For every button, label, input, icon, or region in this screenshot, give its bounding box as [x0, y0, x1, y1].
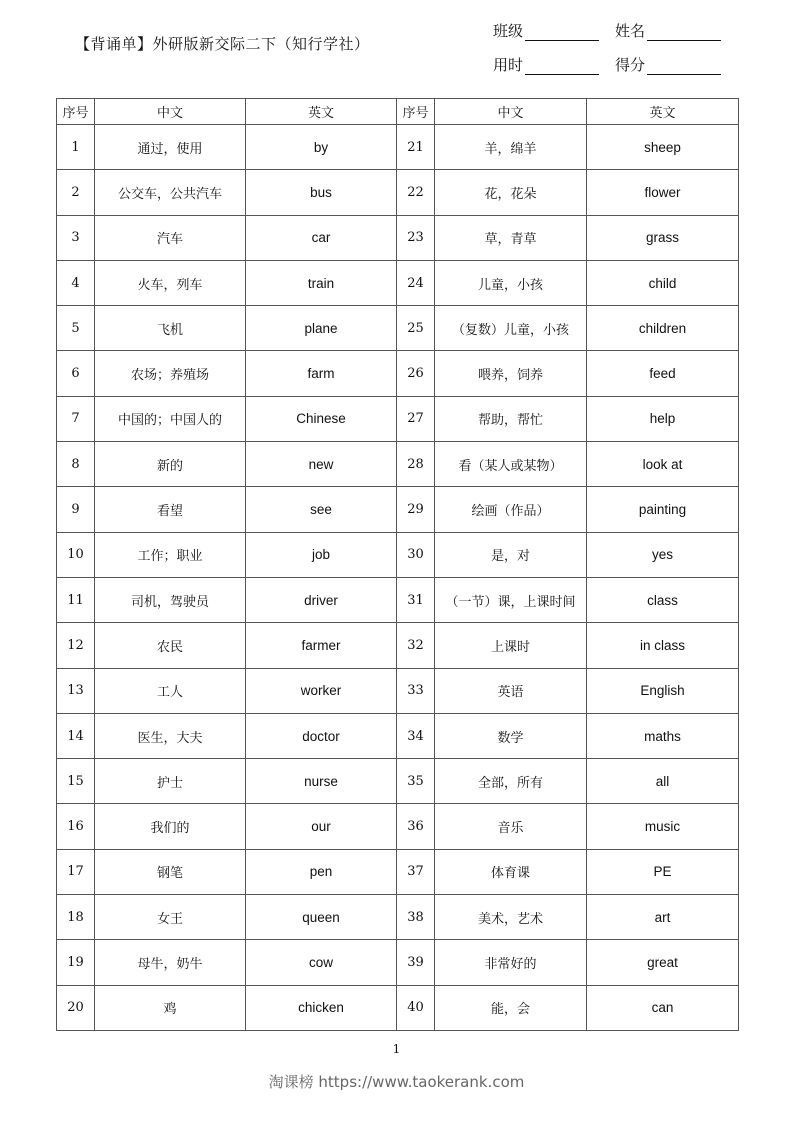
table-row: [57, 351, 739, 396]
row-number-right: 31: [397, 577, 435, 622]
info-row-top: [493, 20, 721, 41]
table-row: [57, 985, 739, 1030]
table-row: [57, 215, 739, 260]
english-cell-left: our: [246, 804, 397, 849]
chinese-cell-left: 通过，使用: [95, 125, 246, 170]
chinese-cell-right: 帮助，帮忙: [435, 396, 587, 441]
row-number-left: 16: [57, 804, 95, 849]
table-row: [57, 170, 739, 215]
row-number-right: 28: [397, 442, 435, 487]
english-cell-right: PE: [587, 849, 739, 894]
chinese-cell-right: 数学: [435, 713, 587, 758]
english-cell-right: feed: [587, 351, 739, 396]
row-number-left: 8: [57, 442, 95, 487]
table-row: [57, 895, 739, 940]
table-row: [57, 487, 739, 532]
header-english-right: 英文: [587, 99, 739, 125]
row-number-right: 40: [397, 985, 435, 1030]
chinese-cell-left: 医生，大夫: [95, 713, 246, 758]
chinese-cell-right: 全部，所有: [435, 759, 587, 804]
chinese-cell-right: 看（某人或某物）: [435, 442, 587, 487]
row-number-left: 17: [57, 849, 95, 894]
chinese-cell-left: 公交车，公共汽车: [95, 170, 246, 215]
row-number-left: 9: [57, 487, 95, 532]
table-row: [57, 442, 739, 487]
english-cell-left: pen: [246, 849, 397, 894]
chinese-cell-right: 能，会: [435, 985, 587, 1030]
score-blank[interactable]: [647, 57, 721, 75]
english-cell-left: driver: [246, 577, 397, 622]
row-number-right: 39: [397, 940, 435, 985]
header-chinese-right: 中文: [435, 99, 587, 125]
row-number-right: 29: [397, 487, 435, 532]
time-label: 用时: [493, 56, 524, 74]
chinese-cell-right: 儿童，小孩: [435, 260, 587, 305]
table-row: [57, 306, 739, 351]
chinese-cell-left: 护士: [95, 759, 246, 804]
chinese-cell-left: 中国的；中国人的: [95, 396, 246, 441]
chinese-cell-left: 汽车: [95, 215, 246, 260]
name-blank[interactable]: [647, 23, 721, 41]
row-number-right: 34: [397, 713, 435, 758]
row-number-left: 5: [57, 306, 95, 351]
english-cell-right: great: [587, 940, 739, 985]
chinese-cell-left: 我们的: [95, 804, 246, 849]
row-number-left: 4: [57, 260, 95, 305]
english-cell-left: car: [246, 215, 397, 260]
chinese-cell-right: 音乐: [435, 804, 587, 849]
info-row-bottom: [493, 54, 721, 75]
vocabulary-table: [56, 98, 739, 1031]
row-number-right: 33: [397, 668, 435, 713]
chinese-cell-left: 工作；职业: [95, 532, 246, 577]
row-number-left: 20: [57, 985, 95, 1030]
chinese-cell-left: 农场；养殖场: [95, 351, 246, 396]
english-cell-right: class: [587, 577, 739, 622]
row-number-right: 32: [397, 623, 435, 668]
chinese-cell-left: 钢笔: [95, 849, 246, 894]
english-cell-right: art: [587, 895, 739, 940]
english-cell-right: in class: [587, 623, 739, 668]
chinese-cell-right: 绘画（作品）: [435, 487, 587, 532]
row-number-left: 12: [57, 623, 95, 668]
class-field: [493, 20, 599, 41]
row-number-left: 6: [57, 351, 95, 396]
table-row: [57, 577, 739, 622]
document-title: 【背诵单】外研版新交际二下（知行学社）: [75, 35, 370, 53]
english-cell-left: new: [246, 442, 397, 487]
english-cell-right: all: [587, 759, 739, 804]
watermark-text: 淘课榜 https://www.taokerank.com: [268, 1073, 525, 1091]
english-cell-right: grass: [587, 215, 739, 260]
table-row: [57, 759, 739, 804]
page-number: 1: [392, 1042, 401, 1056]
table-row: [57, 713, 739, 758]
row-number-left: 7: [57, 396, 95, 441]
table-row: [57, 804, 739, 849]
english-cell-left: Chinese: [246, 396, 397, 441]
english-cell-left: bus: [246, 170, 397, 215]
row-number-left: 13: [57, 668, 95, 713]
english-cell-right: child: [587, 260, 739, 305]
name-label: 姓名: [615, 22, 646, 40]
table-row: [57, 396, 739, 441]
english-cell-left: nurse: [246, 759, 397, 804]
row-number-right: 37: [397, 849, 435, 894]
table-row: [57, 849, 739, 894]
row-number-right: 30: [397, 532, 435, 577]
row-number-left: 10: [57, 532, 95, 577]
english-cell-right: music: [587, 804, 739, 849]
row-number-right: 38: [397, 895, 435, 940]
chinese-cell-left: 司机，驾驶员: [95, 577, 246, 622]
row-number-right: 24: [397, 260, 435, 305]
chinese-cell-right: 花，花朵: [435, 170, 587, 215]
chinese-cell-left: 农民: [95, 623, 246, 668]
score-field: [615, 54, 721, 75]
english-cell-left: cow: [246, 940, 397, 985]
english-cell-left: by: [246, 125, 397, 170]
header-number-right: 序号: [397, 99, 435, 125]
english-cell-right: children: [587, 306, 739, 351]
english-cell-left: farm: [246, 351, 397, 396]
english-cell-right: yes: [587, 532, 739, 577]
row-number-left: 2: [57, 170, 95, 215]
row-number-left: 15: [57, 759, 95, 804]
chinese-cell-left: 鸡: [95, 985, 246, 1030]
header-chinese-left: 中文: [95, 99, 246, 125]
english-cell-left: plane: [246, 306, 397, 351]
row-number-left: 19: [57, 940, 95, 985]
chinese-cell-right: 是，对: [435, 532, 587, 577]
row-number-right: 35: [397, 759, 435, 804]
row-number-left: 11: [57, 577, 95, 622]
english-cell-right: help: [587, 396, 739, 441]
table-row: [57, 940, 739, 985]
english-cell-left: worker: [246, 668, 397, 713]
row-number-right: 26: [397, 351, 435, 396]
english-cell-left: chicken: [246, 985, 397, 1030]
row-number-right: 21: [397, 125, 435, 170]
english-cell-right: English: [587, 668, 739, 713]
chinese-cell-right: 非常好的: [435, 940, 587, 985]
row-number-left: 1: [57, 125, 95, 170]
chinese-cell-right: 喂养，饲养: [435, 351, 587, 396]
row-number-right: 25: [397, 306, 435, 351]
english-cell-left: queen: [246, 895, 397, 940]
english-cell-left: farmer: [246, 623, 397, 668]
english-cell-right: maths: [587, 713, 739, 758]
english-cell-right: look at: [587, 442, 739, 487]
time-field: [493, 54, 599, 75]
chinese-cell-left: 新的: [95, 442, 246, 487]
table-header-row: [57, 99, 739, 125]
english-cell-left: train: [246, 260, 397, 305]
table-row: [57, 668, 739, 713]
english-cell-right: flower: [587, 170, 739, 215]
row-number-left: 18: [57, 895, 95, 940]
class-label: 班级: [493, 22, 524, 40]
row-number-right: 23: [397, 215, 435, 260]
english-cell-right: painting: [587, 487, 739, 532]
row-number-left: 3: [57, 215, 95, 260]
chinese-cell-right: （一节）课，上课时间: [435, 577, 587, 622]
row-number-right: 36: [397, 804, 435, 849]
row-number-left: 14: [57, 713, 95, 758]
table-row: [57, 532, 739, 577]
chinese-cell-left: 火车，列车: [95, 260, 246, 305]
header-english-left: 英文: [246, 99, 397, 125]
chinese-cell-right: 美术，艺术: [435, 895, 587, 940]
chinese-cell-right: （复数）儿童，小孩: [435, 306, 587, 351]
table-row: [57, 260, 739, 305]
chinese-cell-right: 英语: [435, 668, 587, 713]
english-cell-right: can: [587, 985, 739, 1030]
name-field: [615, 20, 721, 41]
english-cell-left: doctor: [246, 713, 397, 758]
chinese-cell-right: 羊，绵羊: [435, 125, 587, 170]
chinese-cell-left: 母牛，奶牛: [95, 940, 246, 985]
chinese-cell-left: 工人: [95, 668, 246, 713]
chinese-cell-right: 草，青草: [435, 215, 587, 260]
english-cell-left: see: [246, 487, 397, 532]
chinese-cell-left: 看望: [95, 487, 246, 532]
row-number-right: 22: [397, 170, 435, 215]
time-blank[interactable]: [525, 57, 599, 75]
english-cell-right: sheep: [587, 125, 739, 170]
class-blank[interactable]: [525, 23, 599, 41]
chinese-cell-left: 飞机: [95, 306, 246, 351]
score-label: 得分: [615, 56, 646, 74]
chinese-cell-left: 女王: [95, 895, 246, 940]
chinese-cell-right: 上课时: [435, 623, 587, 668]
table-row: [57, 125, 739, 170]
chinese-cell-right: 体育课: [435, 849, 587, 894]
row-number-right: 27: [397, 396, 435, 441]
table-row: [57, 623, 739, 668]
english-cell-left: job: [246, 532, 397, 577]
header-number-left: 序号: [57, 99, 95, 125]
